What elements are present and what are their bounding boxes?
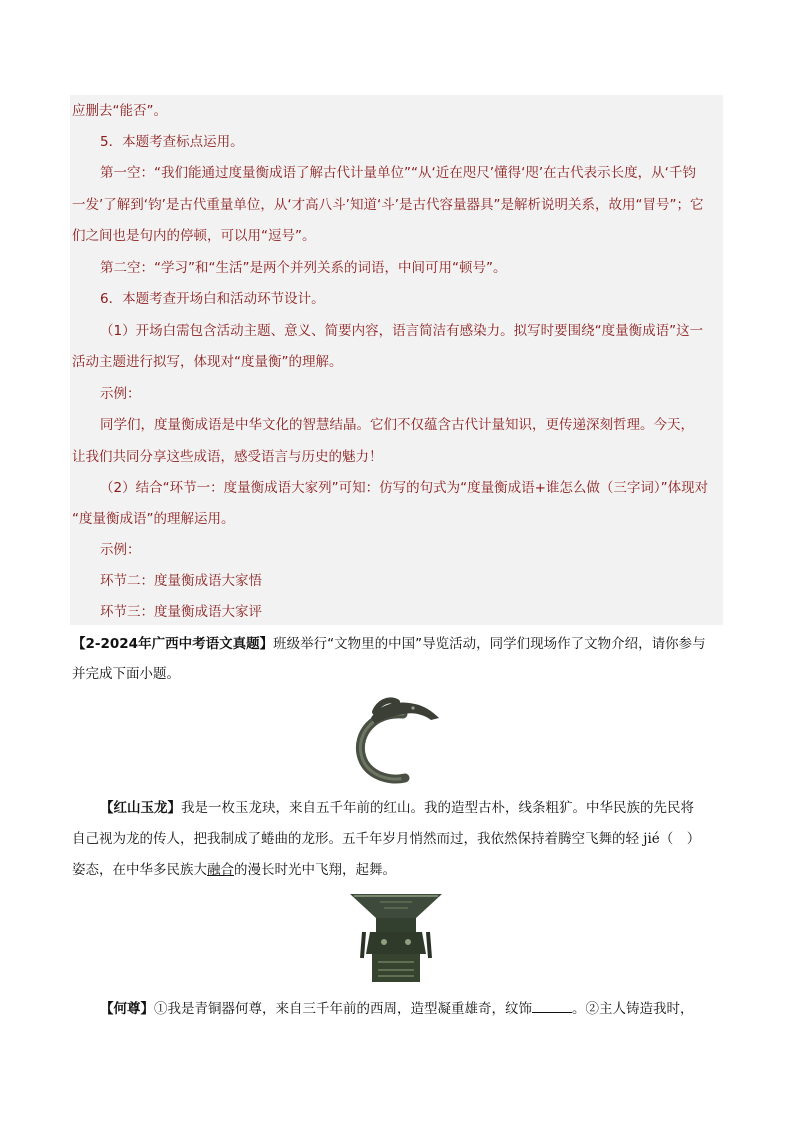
jade-text-1: 我是一枚玉龙玦，来自五千年前的红山。我的造型古朴，线条粗犷。中华民族的先民将 (181, 800, 694, 816)
question-intro (72, 634, 706, 654)
answer-line-4: 一发’了解到‘钧’是古代重量单位，从‘才高八斗’知道‘斗’是古代容量器具”是解析说明关系，故用“冒号”；它 (72, 197, 704, 213)
question-intro-text: 班级举行“文物里的中国”导览活动，同学们现场作了文物介绍，请你参与 (273, 636, 706, 652)
question-intro-line-2: 并完成下面小题。 (72, 666, 180, 682)
jade-paragraph-line-3 (72, 860, 396, 880)
answer-line-13: （2）结合“环节一：度量衡成语大家列”可知：仿写的句式为“度量衡成语+谁怎么做（三字词）”体现对 (100, 480, 709, 496)
answer-line-9: 活动主题进行拟写，体现对“度量衡”的理解。 (72, 354, 343, 370)
jade-underlined-word: 融合 (207, 862, 234, 878)
jade-text-3b: 的漫长时光中飞翔，起舞。 (234, 862, 396, 878)
answer-line-1: 应删去“能否”。 (72, 103, 167, 119)
question-tag: 【2-2024年广西中考语文真题】 (72, 636, 274, 652)
answer-line-17: 环节三：度量衡成语大家评 (100, 604, 262, 620)
zun-text-1: ①我是青铜器何尊，来自三千年前的西周，造型凝重雄奇，纹饰 (154, 1001, 532, 1017)
answer-line-15: 示例： (100, 542, 141, 558)
jade-paragraph-line-1 (100, 798, 694, 818)
answer-blank[interactable] (532, 998, 572, 1013)
jade-paragraph-line-2: 自己视为龙的传人，把我制成了蜷曲的龙形。五千年岁月悄然而过，我依然保持着腾空飞舞的轻 jié（ ） (72, 831, 701, 847)
answer-line-12: 让我们共同分享这些成语，感受语言与历史的魅力！ (72, 449, 383, 465)
zun-paragraph-line-1 (100, 998, 694, 1019)
answer-line-8: （1）开场白需包含活动主题、意义、简要内容，语言简洁有感染力。拟写时要围绕“度量衡成语”这一 (100, 323, 704, 339)
answer-line-11: 同学们，度量衡成语是中华文化的智慧结晶。它们不仅蕴含古代计量知识，更传递深刻哲理。今天， (100, 417, 694, 433)
jade-dragon-image (343, 692, 449, 788)
answer-line-6: 第二空：“学习”和“生活”是两个并列关系的词语，中间可用“顿号”。 (100, 260, 507, 276)
jade-text-3a: 姿态，在中华多民族大 (72, 862, 207, 878)
zun-text-2: 。②主人铸造我时， (572, 1001, 694, 1017)
zun-heading: 【何尊】 (100, 1001, 154, 1017)
jade-heading: 【红山玉龙】 (100, 800, 181, 816)
answer-line-14: “度量衡成语”的理解运用。 (72, 511, 235, 527)
answer-line-10: 示例： (100, 386, 141, 402)
answer-line-2: 5．本题考查标点运用。 (100, 134, 244, 150)
answer-line-3: 第一空：“我们能通过度量衡成语了解古代计量单位”“从‘近在咫尺’懂得‘咫’在古代表示长度，从‘千钧 (100, 165, 696, 181)
answer-line-16: 环节二：度量衡成语大家悟 (100, 573, 262, 589)
answer-line-7: 6．本题考查开场白和活动环节设计。 (100, 291, 325, 307)
answer-line-5: 们之间也是句内的停顿，可以用“逗号”。 (72, 228, 316, 244)
he-zun-image (336, 888, 456, 988)
